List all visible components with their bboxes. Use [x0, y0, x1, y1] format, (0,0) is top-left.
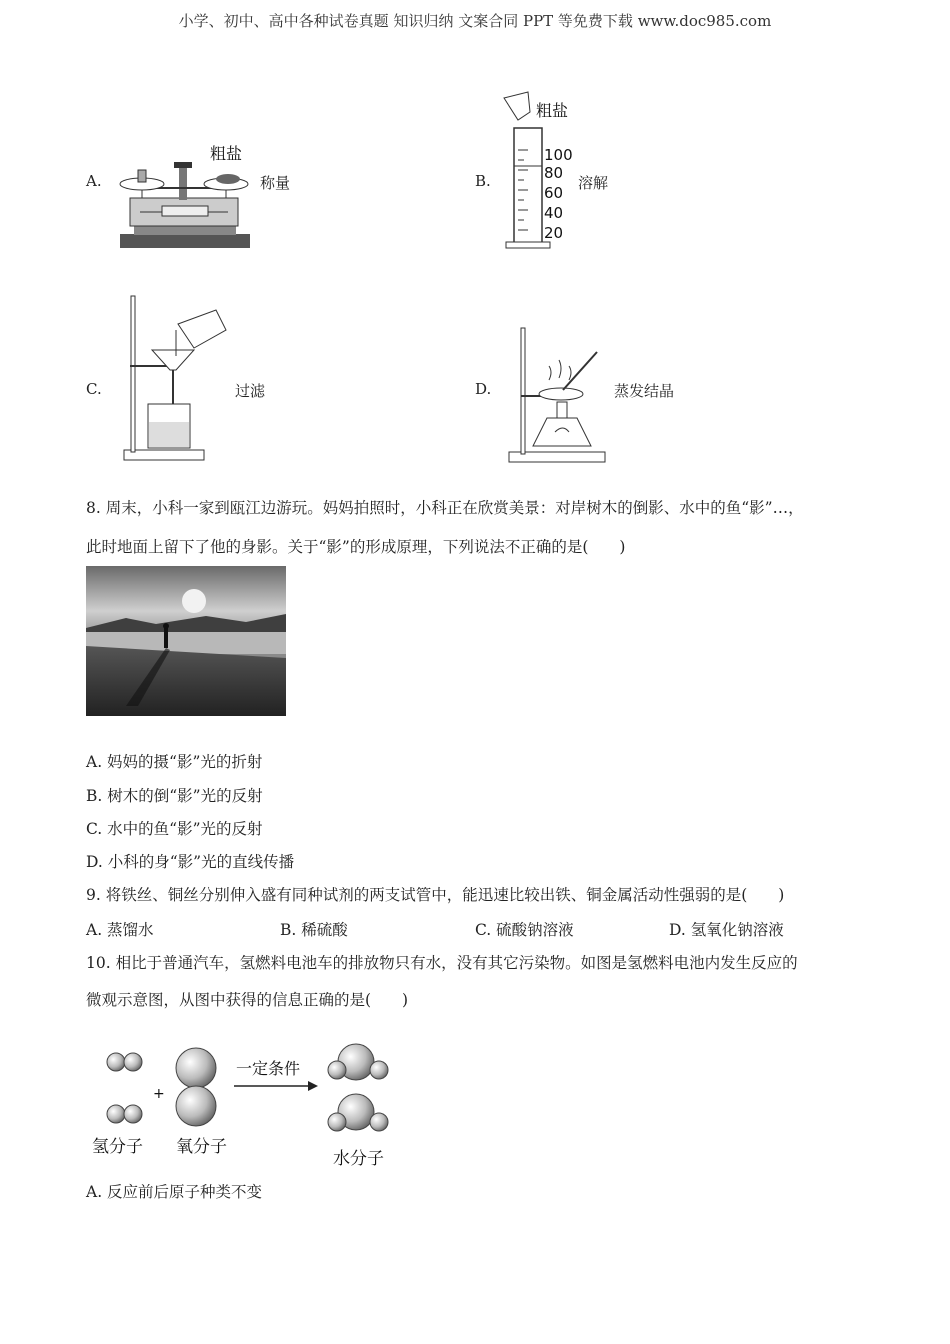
q7-a-image-label: 粗盐	[210, 144, 243, 163]
reaction-condition: 一定条件	[236, 1059, 301, 1078]
cylinder-tick-label: 100	[544, 146, 573, 164]
q8-option-d: D. 小科的身“影”光的直线传播	[86, 853, 295, 871]
q8-option-b: B. 树木的倒“影”光的反射	[86, 787, 263, 805]
q7-option-b-letter: B.	[475, 172, 491, 190]
balance-scale-illustration	[112, 140, 257, 252]
q9-option-d: D. 氢氧化钠溶液	[669, 921, 784, 939]
q9-option-a: A. 蒸馏水	[86, 921, 154, 939]
q7-b-image-label: 粗盐	[536, 101, 569, 120]
q9-option-c: C. 硫酸钠溶液	[475, 921, 574, 939]
q7-option-a-caption: 称量	[260, 174, 291, 192]
cylinder-tick-label: 80	[544, 164, 564, 182]
q9-option-b: B. 稀硫酸	[280, 921, 348, 939]
q7-option-a-letter: A.	[86, 172, 102, 190]
hydrogen-molecule	[107, 1105, 142, 1123]
reaction-diagram	[86, 1040, 406, 1170]
water-molecule	[328, 1094, 388, 1131]
q7-option-c-caption: 过滤	[235, 382, 266, 400]
q10-stem-line2: 微观示意图，从图中获得的信息正确的是( )	[86, 991, 409, 1009]
riverside-photo	[86, 566, 286, 716]
q8-option-c: C. 水中的鱼“影”光的反射	[86, 820, 263, 838]
q7-option-b-caption: 溶解	[578, 174, 609, 192]
q9-stem: 9. 将铁丝、铜丝分别伸入盛有同种试剂的两支试管中，能迅速比较出铁、铜金属活动性强弱的是( )	[86, 886, 785, 904]
evaporation-illustration	[505, 322, 610, 466]
cylinder-tick-label: 60	[544, 184, 564, 202]
q8-option-a: A. 妈妈的摄“影”光的折射	[86, 753, 263, 771]
oxygen-label: 氧分子	[176, 1137, 227, 1157]
cylinder-tick-label: 40	[544, 204, 564, 222]
water-molecule	[328, 1044, 388, 1080]
cylinder-tick-label: 20	[544, 224, 564, 242]
q10-option-a: A. 反应前后原子种类不变	[86, 1183, 263, 1201]
hydrogen-label: 氢分子	[92, 1137, 143, 1157]
q8-stem-line2: 此时地面上留下了他的身影。关于“影”的形成原理，下列说法不正确的是( )	[86, 538, 626, 556]
q7-option-c-letter: C.	[86, 380, 102, 398]
plus-sign: +	[153, 1086, 165, 1102]
q7-option-d-caption: 蒸发结晶	[614, 382, 675, 400]
hydrogen-molecule	[107, 1053, 142, 1071]
oxygen-molecule	[176, 1048, 216, 1126]
q7-option-d-letter: D.	[475, 380, 492, 398]
page-header: 小学、初中、高中各种试卷真题 知识归纳 文案合同 PPT 等免费下载 www.doc985.com	[178, 12, 772, 30]
q8-stem-line1: 8. 周末，小科一家到瓯江边游玩。妈妈拍照时，小科正在欣赏美景：对岸树木的倒影、水中的鱼“影”…，	[86, 499, 804, 517]
graduated-cylinder-illustration	[498, 90, 578, 250]
q10-stem-line1: 10. 相比于普通汽车，氢燃料电池车的排放物只有水，没有其它污染物。如图是氢燃料电池内发生反应的	[86, 954, 798, 972]
water-label: 水分子	[333, 1149, 384, 1169]
filtration-illustration	[118, 290, 233, 465]
